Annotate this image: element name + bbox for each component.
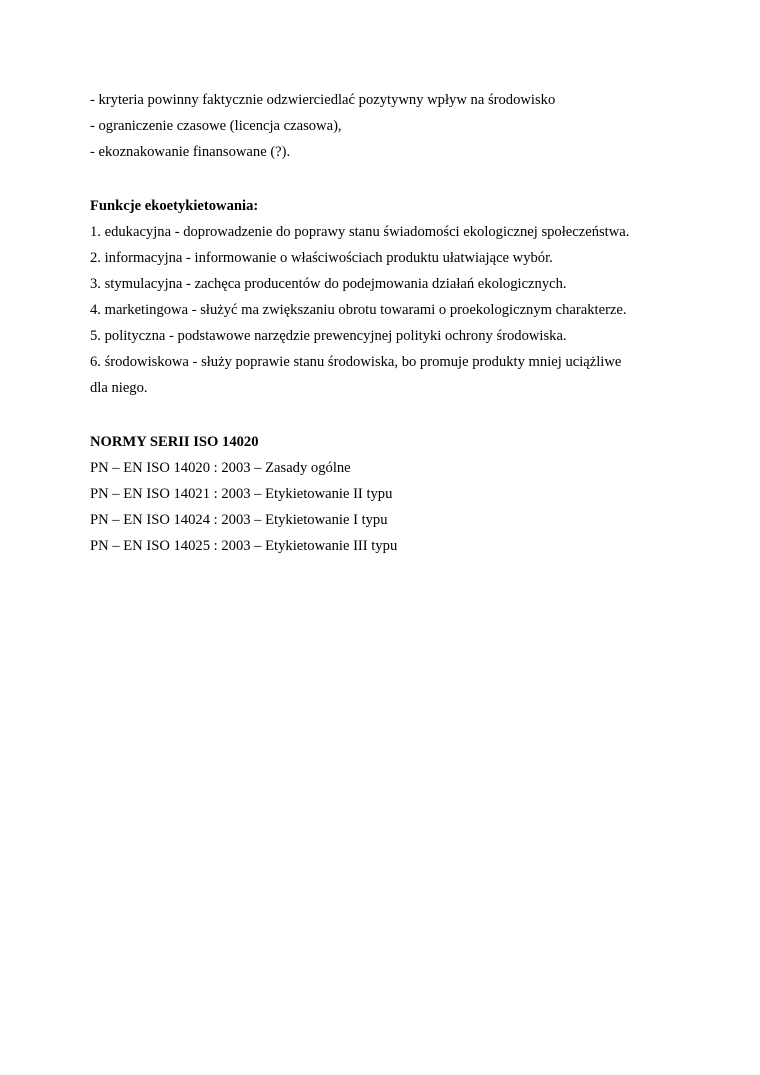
norm-item: PN – EN ISO 14025 : 2003 – Etykietowanie III typu (90, 538, 398, 554)
functions-section (90, 193, 690, 401)
norm-item: PN – EN ISO 14021 : 2003 – Etykietowanie II typu (90, 486, 393, 502)
norm-item: PN – EN ISO 14024 : 2003 – Etykietowanie I typu (90, 512, 388, 528)
function-item: 2. informacyjna - informowanie o właściwościach produktu ułatwiające wybór. (90, 250, 553, 266)
function-item: 6. środowiskowa - służy poprawie stanu środowiska, bo promuje produkty mniej uciążliwe (90, 354, 622, 370)
intro-list (90, 87, 690, 165)
intro-line: - kryteria powinny faktycznie odzwierciedlać pozytywny wpływ na środowisko (90, 92, 556, 108)
intro-line: - ograniczenie czasowe (licencja czasowa), (90, 118, 342, 134)
function-item: 3. stymulacyjna - zachęca producentów do podejmowania działań ekologicznych. (90, 276, 567, 292)
function-item-continuation: dla niego. (90, 380, 148, 396)
intro-line: - ekoznakowanie finansowane (?). (90, 144, 291, 160)
function-item: 4. marketingowa - służyć ma zwiększaniu obrotu towarami o proekologicznym charakterze. (90, 302, 627, 318)
norms-heading: NORMY SERII ISO 14020 (90, 434, 259, 450)
norm-item: PN – EN ISO 14020 : 2003 – Zasady ogólne (90, 460, 351, 476)
functions-heading: Funkcje ekoetykietowania: (90, 198, 259, 214)
function-item: 1. edukacyjna - doprowadzenie do poprawy stanu świadomości ekologicznej społeczeństwa. (90, 224, 630, 240)
function-item: 5. polityczna - podstawowe narzędzie prewencyjnej polityki ochrony środowiska. (90, 328, 567, 344)
norms-section (90, 429, 690, 559)
